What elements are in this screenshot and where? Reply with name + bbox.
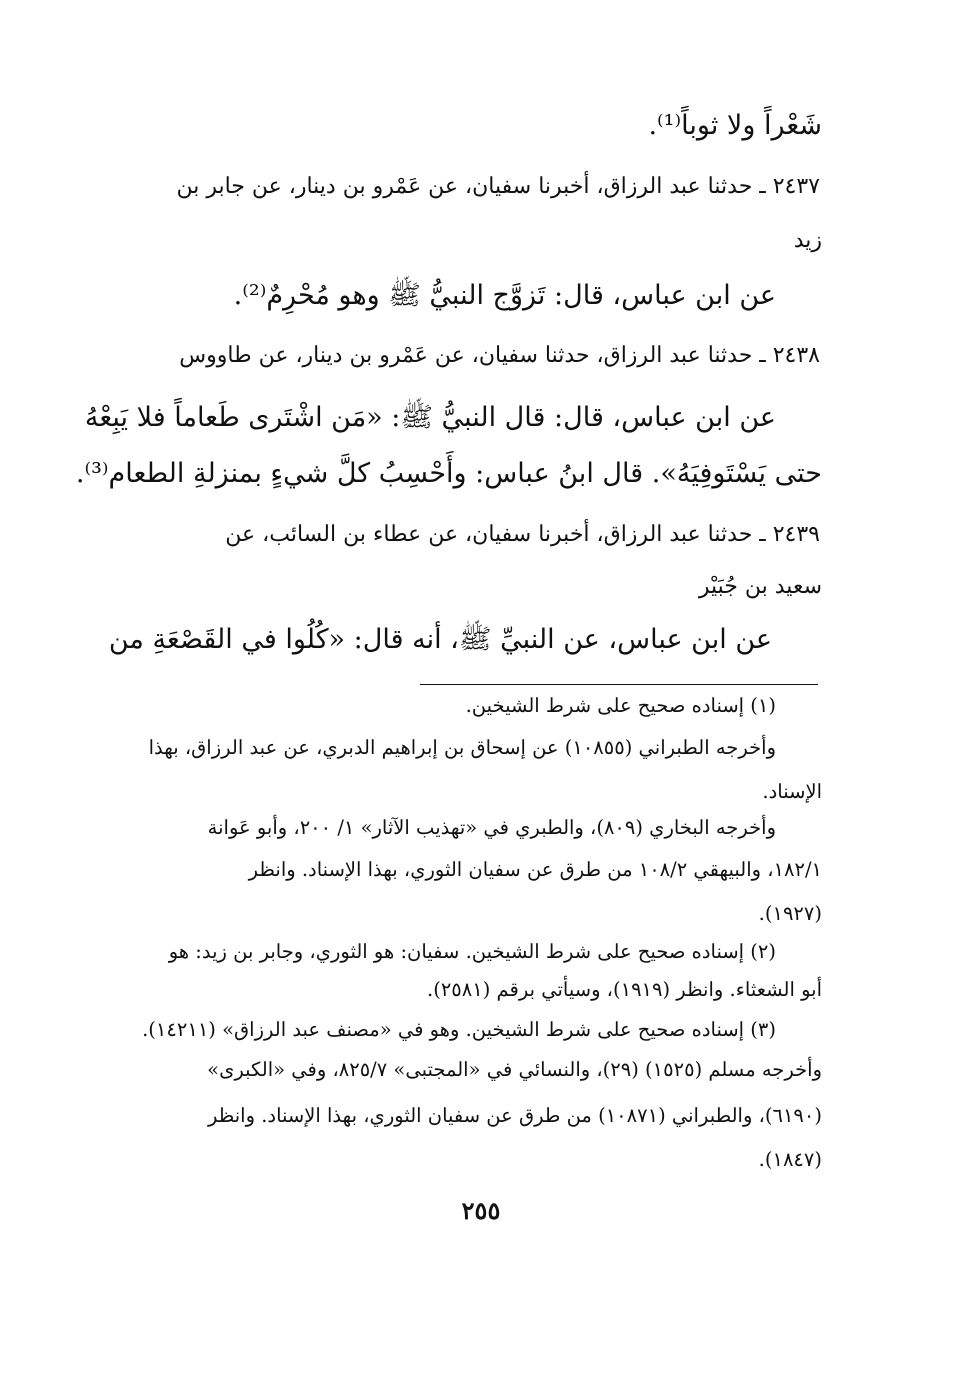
text-line: شَعْراً ولا ثوباً⁽¹⁾. (648, 110, 822, 141)
page-number: ٢٥٥ (461, 1196, 501, 1225)
hadith-2439-chain: ٢٤٣٩ ـ حدثنا عبد الرزاق، أخبرنا سفيان، عن عطاء بن السائب، عن (225, 522, 820, 547)
footnote-line: الإسناد. (762, 780, 822, 803)
footnote-separator (420, 684, 818, 685)
footnote-line: (١) إسناده صحيح على شرط الشيخين. (465, 694, 776, 717)
text-line: سعيد بن جُبَيْر (698, 574, 822, 599)
hadith-2438-chain: ٢٤٣٨ ـ حدثنا عبد الرزاق، حدثنا سفيان، عن عَمْرو بن دينار، عن طاووس (179, 343, 820, 368)
footnote-line: ١٨٢/١، والبيهقي ١٠٨/٢ من طرق عن سفيان الثوري، بهذا الإسناد. وانظر (248, 858, 822, 881)
text-line: عن ابن عباس، قال: تَزوَّج النبيُّ ﷺ وهو مُحْرِمٌ⁽²⁾. (233, 280, 776, 311)
footnote-line: أبو الشعثاء. وانظر (١٩١٩)، وسيأتي برقم (٢٥٨١). (427, 978, 822, 1001)
text-line: حتى يَسْتَوفِيَهُ». قال ابنُ عباس: وأَحْسِبُ كلَّ شيءٍ بمنزلةِ الطعام⁽³⁾. (75, 458, 822, 489)
text-line: عن ابن عباس، قال: قال النبيُّ ﷺ: «مَن اشْتَرى طَعاماً فلا يَبِعْهُ (84, 402, 776, 433)
footnote-line: وأخرجه البخاري (٨٠٩)، والطبري في «تهذيب الآثار» ١/ ٢٠٠، وأبو عَوانة (207, 816, 776, 839)
footnote-line: وأخرجه مسلم (١٥٢٥) (٢٩)، والنسائي في «المجتبى» ٨٢٥/٧، وفي «الكبرى» (207, 1058, 822, 1081)
footnote-line: وأخرجه الطبراني (١٠٨٥٥) عن إسحاق بن إبراهيم الدبري، عن عبد الرزاق، بهذا (148, 736, 776, 759)
hadith-2437-chain: ٢٤٣٧ ـ حدثنا عبد الرزاق، أخبرنا سفيان، عن عَمْرو بن دينار، عن جابر بن (176, 174, 820, 199)
footnote-line: (٦١٩٠)، والطبراني (١٠٨٧١) من طرق عن سفيان الثوري، بهذا الإسناد. وانظر (208, 1104, 822, 1127)
footnote-line: (٣) إسناده صحيح على شرط الشيخين. وهو في «مصنف عبد الرزاق» (١٤٢١١). (142, 1018, 776, 1041)
footnote-line: (١٨٤٧). (758, 1148, 822, 1171)
footnote-line: (٢) إسناده صحيح على شرط الشيخين. سفيان: هو الثوري، وجابر بن زيد: هو (168, 940, 776, 963)
footnote-line: (١٩٢٧). (758, 902, 822, 925)
text-line: عن ابن عباس، عن النبيِّ ﷺ، أنه قال: «كُلُوا في القَصْعَةِ من (108, 624, 772, 655)
text-line: زيد (793, 228, 822, 253)
